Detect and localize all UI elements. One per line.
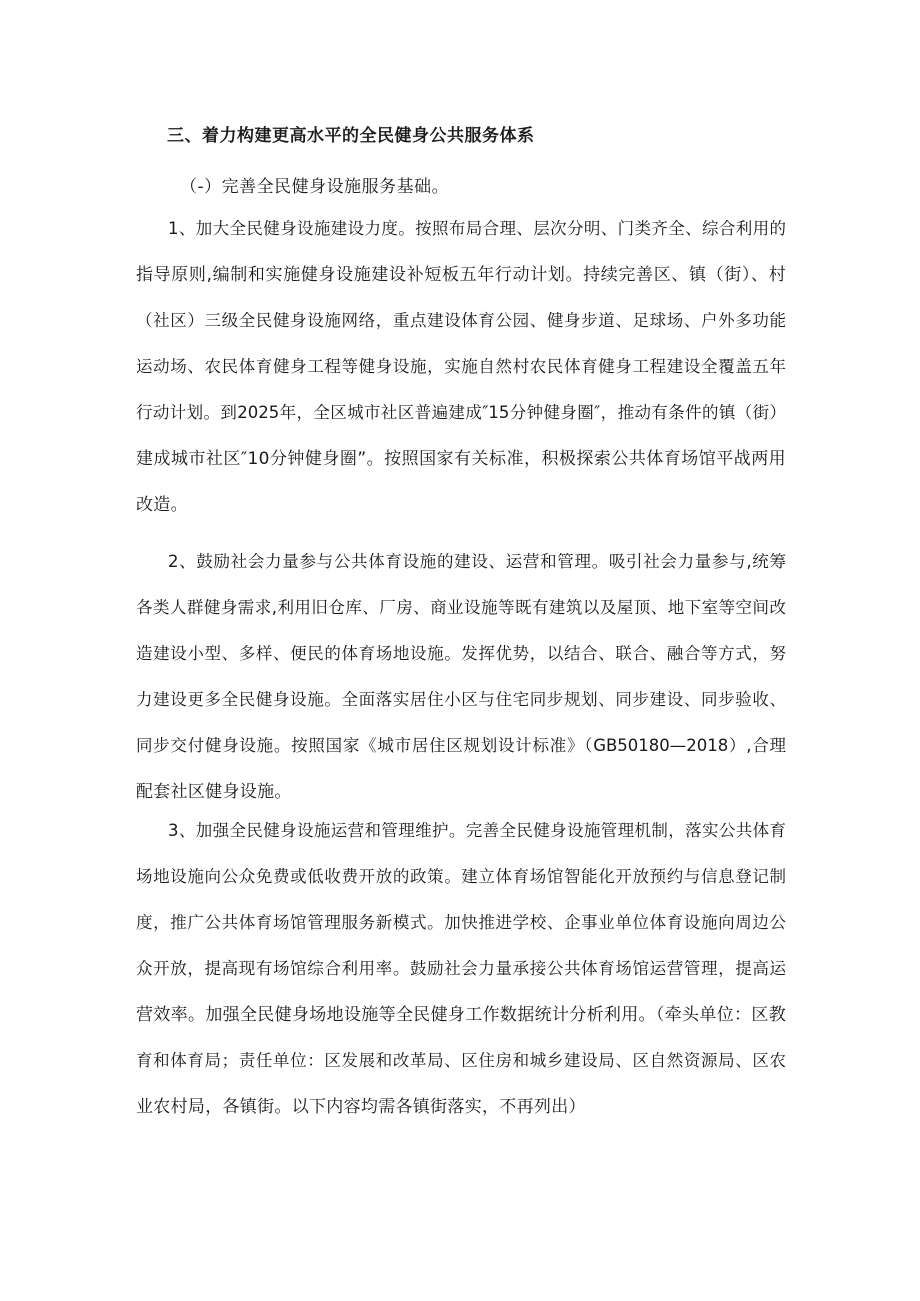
paragraph-line: （社区）三级全民健身设施网络，重点建设体育公园、健身步道、足球场、户外多功能 [136, 311, 786, 330]
paragraph-line: 建成城市社区″10分钟健身圈”。按照国家有关标准，积极探索公共体育场馆平战两用 [136, 449, 786, 469]
paragraph-line: 行动计划。到2025年，全区城市社区普遍建成″15分钟健身圈″，推动有条件的镇（街） [136, 403, 786, 422]
paragraph-line: 育和体育局；责任单位：区发展和改革局、区住房和城乡建设局、区自然资源局、区农 [136, 1051, 786, 1070]
paragraph-line: 指导原则,编制和实施健身设施建设补短板五年行动计划。持续完善区、镇（街）、村 [136, 265, 786, 285]
section-heading: 三、着力构建更高水平的全民健身公共服务体系 [167, 126, 535, 146]
paragraph-line: 力建设更多全民健身设施。全面落实居住小区与住宅同步规划、同步建设、同步验收、 [136, 690, 786, 709]
paragraph-line: 运动场、农民体育健身工程等健身设施，实施自然村农民体育健身工程建设全覆盖五年 [136, 357, 786, 376]
paragraph-line: 度，推广公共体育场馆管理服务新模式。加快推进学校、企事业单位体育设施向周边公 [136, 913, 786, 932]
paragraph-line: 造建设小型、多样、便民的体育场地设施。发挥优势，以结合、联合、融合等方式，努 [136, 644, 786, 663]
paragraph-line: 2、鼓励社会力量参与公共体育设施的建设、运营和管理。吸引社会力量参与,统筹 [168, 552, 786, 571]
paragraph-2 [136, 547, 786, 823]
paragraph-1 [136, 214, 786, 536]
paragraph-line: 同步交付健身设施。按照国家《城市居住区规划设计标准》（GB50180—2018）,合理 [136, 736, 786, 755]
paragraph-line: 营效率。加强全民健身场地设施等全民健身工作数据统计分析利用。（牵头单位：区教 [136, 1005, 786, 1025]
subsection-heading: （-）完善全民健身设施服务基础。 [180, 177, 450, 197]
paragraph-line: 1、加大全民健身设施建设力度。按照布局合理、层次分明、门类齐全、综合利用的 [168, 219, 786, 238]
paragraph-line: 配套社区健身设施。 [136, 782, 292, 802]
paragraph-3 [136, 816, 786, 1138]
paragraph-line: 众开放，提高现有场馆综合利用率。鼓励社会力量承接公共体育场馆运营管理，提高运 [136, 959, 786, 978]
paragraph-line: 各类人群健身需求,利用旧仓库、厂房、商业设施等既有建筑以及屋顶、地下室等空间改 [136, 598, 786, 617]
paragraph-line: 3、加强全民健身设施运营和管理维护。完善全民健身设施管理机制，落实公共体育 [168, 821, 786, 840]
paragraph-line: 业农村局，各镇街。以下内容均需各镇街落实，不再列出） [136, 1097, 586, 1117]
paragraph-line: 改造。 [136, 495, 188, 515]
paragraph-line: 场地设施向公众免费或低收费开放的政策。建立体育场馆智能化开放预约与信息登记制 [136, 867, 786, 886]
